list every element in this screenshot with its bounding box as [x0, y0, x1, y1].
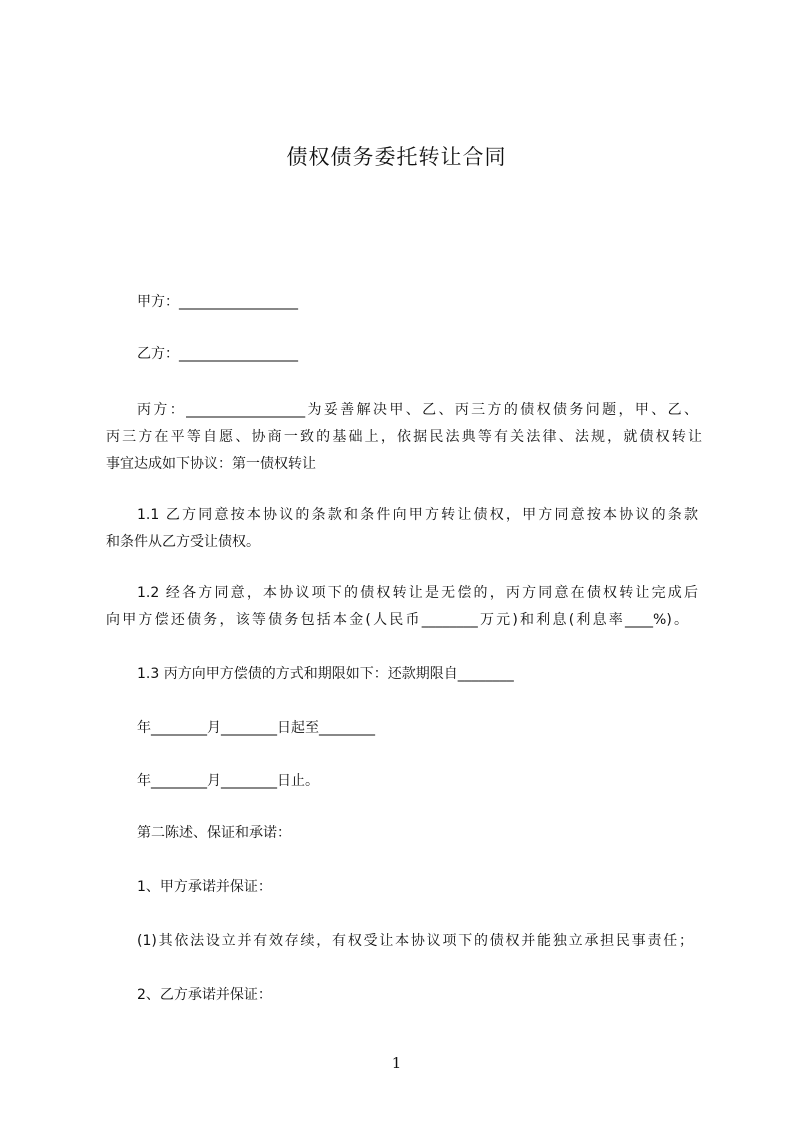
- party-b-line: 乙方：_________________: [137, 346, 298, 362]
- clause-1-3-line-1: 1.3 丙方向甲方偿债的方式和期限如下：还款期限自________: [137, 666, 514, 682]
- clause-1-1-line-1: 1.1 乙方同意按本协议的条款和条件向甲方转让债权，甲方同意按本协议的条款: [137, 507, 698, 523]
- section-2-heading: 第二陈述、保证和承诺：: [137, 825, 291, 841]
- section-2-item-1-sub-1: (1)其依法设立并有效存续，有权受让本协议项下的债权并能独立承担民事责任；: [137, 933, 693, 949]
- section-2-item-1: 1、甲方承诺并保证：: [137, 879, 272, 895]
- clause-1-1-line-2: 和条件从乙方受让债权。: [106, 534, 260, 550]
- party-c-line-3: 事宜达成如下协议：第一债权转让: [106, 456, 316, 472]
- party-c-line-1: 丙方：_________________为妥善解决甲、乙、丙三方的债权债务问题，甲、乙、: [137, 402, 698, 418]
- section-2-item-2: 2、乙方承诺并保证：: [137, 987, 272, 1003]
- page-number: 1: [391, 1054, 402, 1072]
- clause-1-2-line-1: 1.2 经各方同意，本协议项下的债权转让是无偿的，丙方同意在债权转让完成后: [137, 585, 698, 601]
- clause-1-3-line-3: 年________月________日止。: [137, 773, 319, 789]
- page-title: 债权债务委托转让合同: [286, 145, 507, 169]
- party-c-line-2: 丙三方在平等自愿、协商一致的基础上，依据民法典等有关法律、法规，就债权转让: [106, 429, 702, 445]
- party-a-line: 甲方：_________________: [137, 294, 298, 310]
- clause-1-2-line-2: 向甲方偿还债务，该等债务包括本金(人民币________万元)和利息(利息率____%)。: [106, 612, 688, 628]
- clause-1-3-line-2: 年________月________日起至________: [137, 720, 375, 736]
